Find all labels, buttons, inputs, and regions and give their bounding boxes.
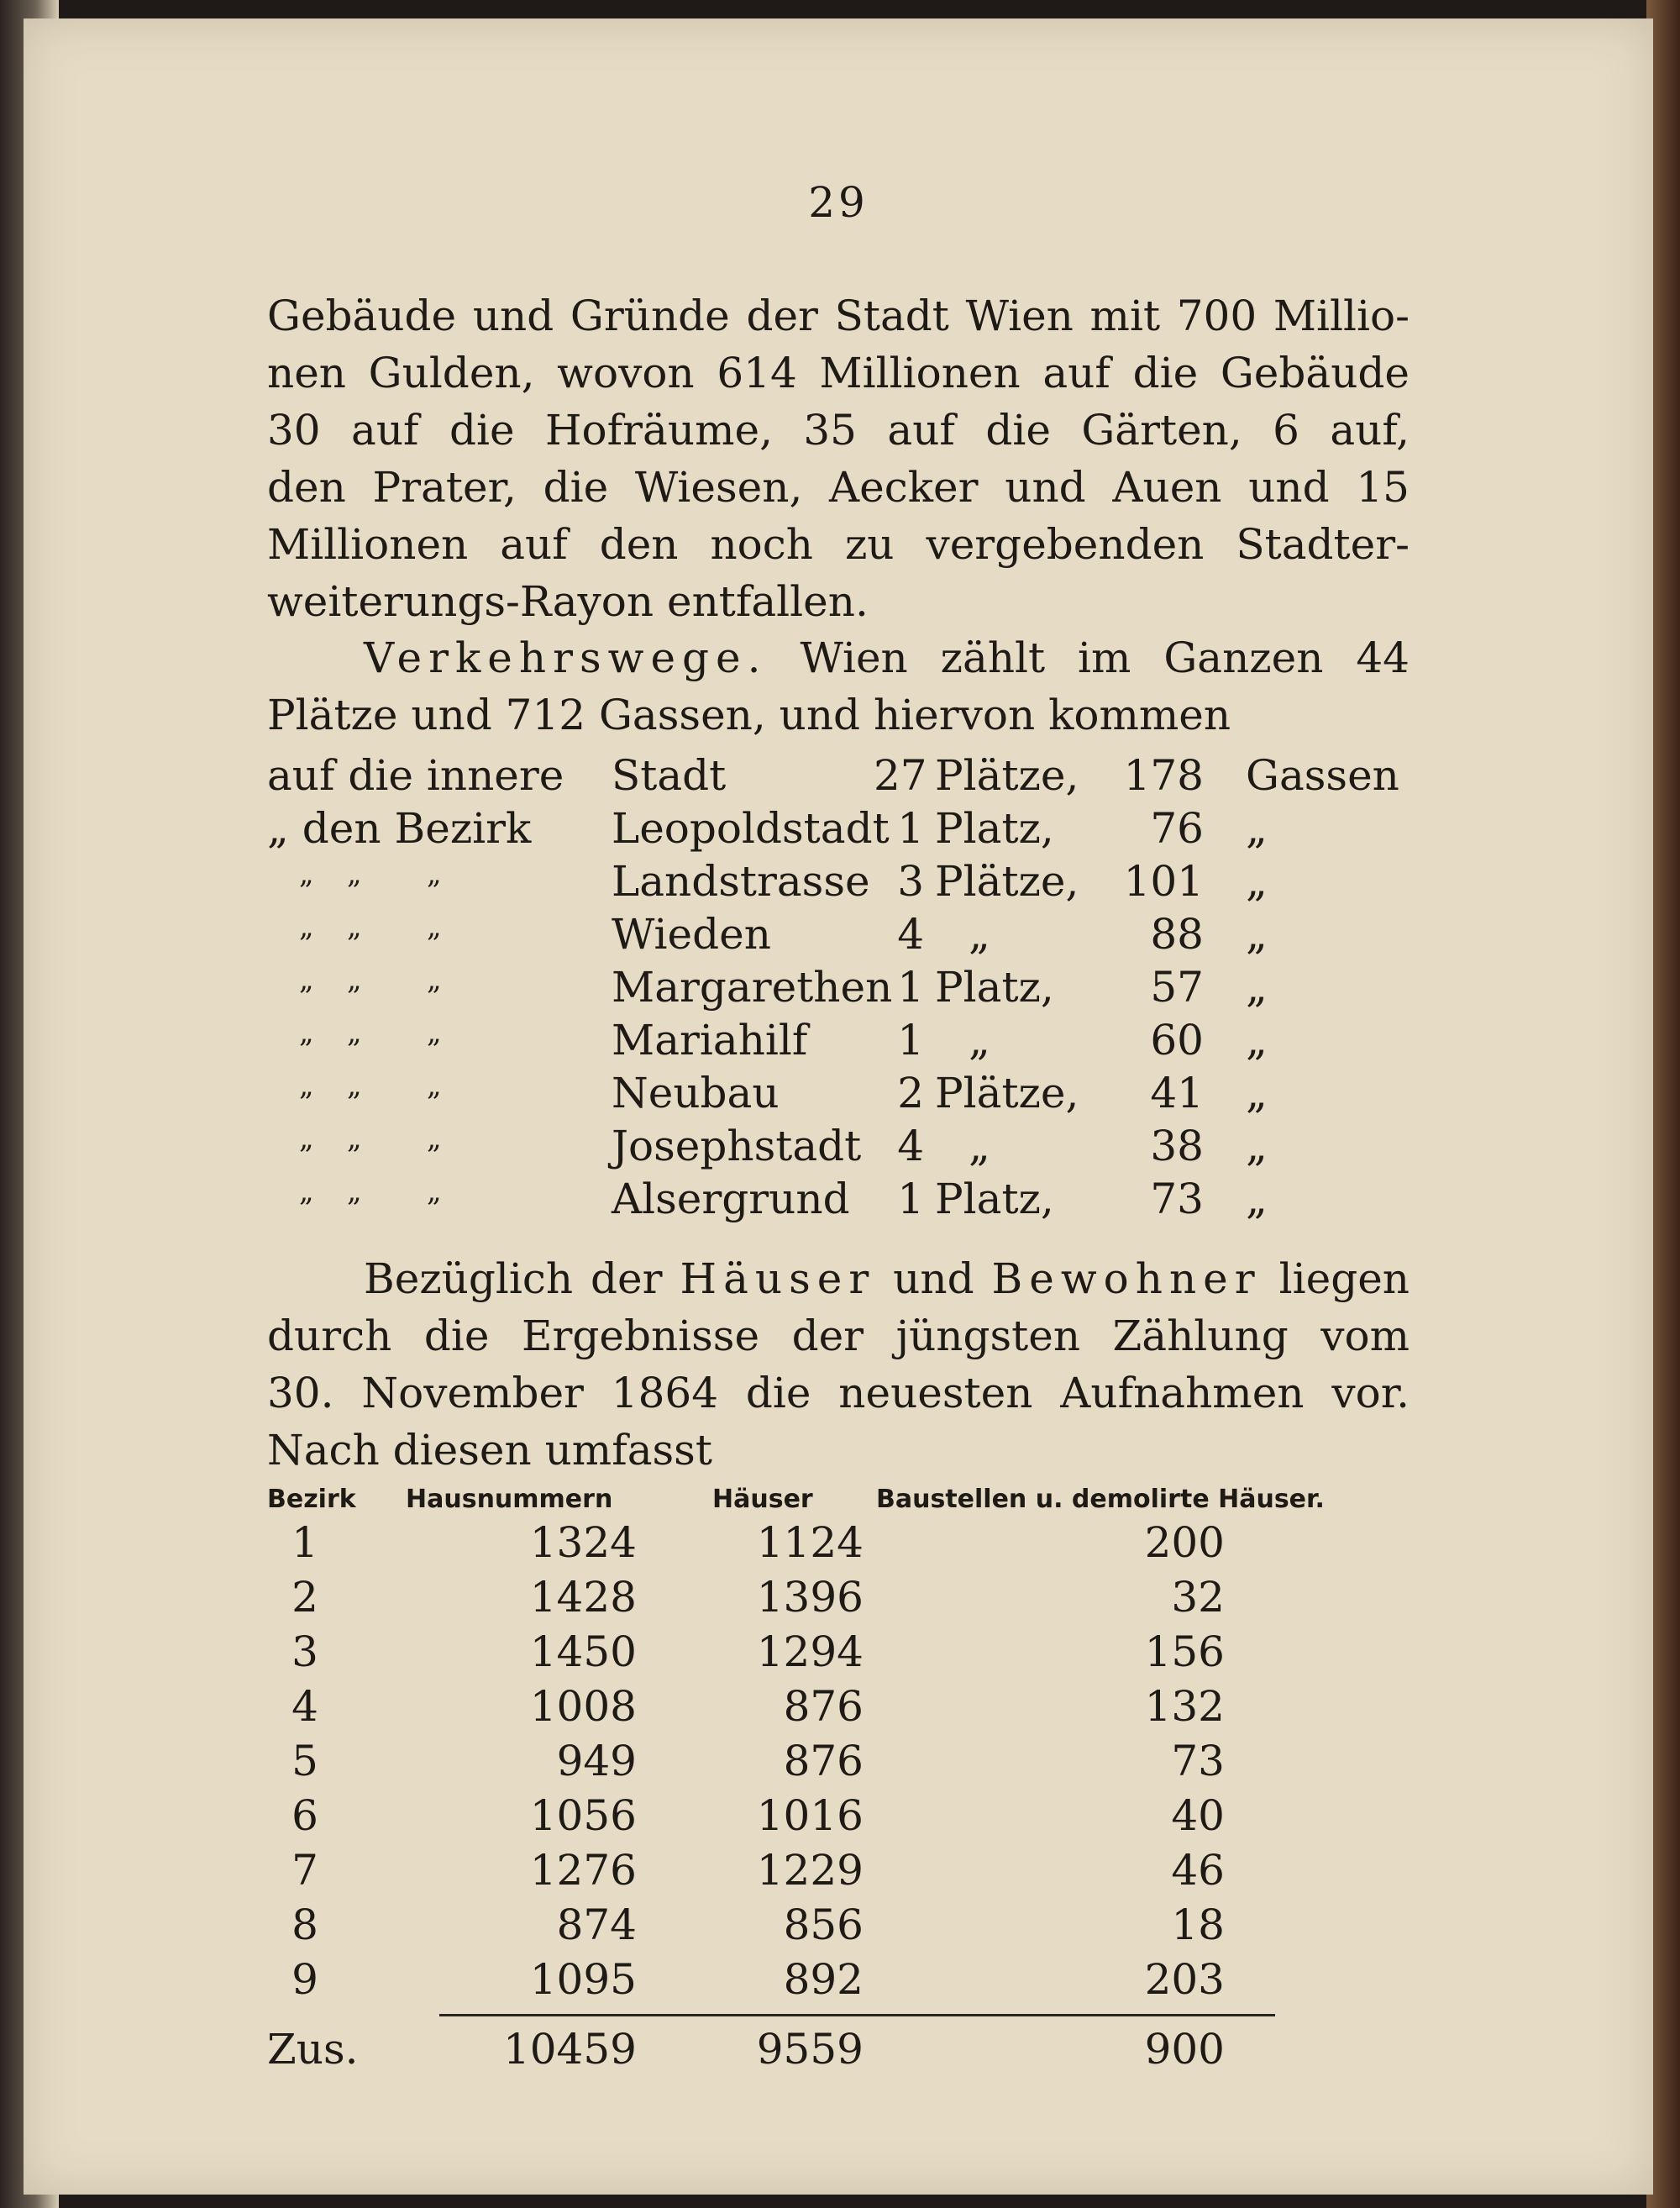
header-bezirk: Bezirk: [267, 1485, 356, 1514]
district-name: Mariahilf: [612, 1016, 808, 1065]
header-baustellen: Baustellen u. demolirte Häuser.: [876, 1485, 1325, 1514]
section-heading: Verkehrswege.: [364, 633, 768, 682]
table-row: [267, 804, 1435, 857]
ditto-mark: „: [427, 910, 442, 944]
total-baustellen: 900: [1144, 2025, 1225, 2074]
cell-baustellen: 18: [1171, 1900, 1225, 1949]
ditto-mark: „: [347, 1069, 362, 1102]
streets-count: 57: [1150, 963, 1204, 1012]
header-hausnummern: Hausnummern: [406, 1485, 613, 1514]
table-row: [267, 910, 1435, 963]
cell-hausnummern: 1450: [529, 1627, 637, 1676]
cell-baustellen: 46: [1171, 1846, 1225, 1895]
text-line: nen Gulden, wovon 614 Millionen auf die Gebäude: [267, 349, 1410, 397]
ditto-mark: „: [347, 1016, 362, 1049]
table-row: [267, 1175, 1435, 1228]
squares-label: Plätze,: [935, 751, 1079, 800]
total-label: Zus.: [267, 2025, 359, 2074]
text-line: Gebäude und Gründe der Stadt Wien mit 700 Millio-: [267, 292, 1410, 340]
text-line: Millionen auf den noch zu vergebenden Stadter-: [267, 520, 1410, 569]
district-name: Neubau: [612, 1069, 780, 1117]
page-number: 29: [808, 178, 869, 227]
text-line: Nach diesen umfasst: [267, 1426, 712, 1475]
cell-baustellen: 200: [1144, 1518, 1225, 1567]
paragraph-property-values: [267, 287, 1410, 630]
district-name: Josephstadt: [612, 1122, 862, 1170]
text-line: [267, 1250, 1410, 1307]
row-prefix: auf die innere: [267, 751, 564, 800]
ditto-mark: „: [299, 1069, 314, 1102]
ditto-mark: „: [427, 1016, 442, 1049]
ditto-mark: „: [347, 1122, 362, 1155]
text-line: 30. November 1864 die neuesten Aufnahmen vor.: [267, 1369, 1410, 1417]
cell-bezirk: 6: [291, 1791, 318, 1840]
streets-label: „: [1246, 1175, 1268, 1223]
houses-table: [267, 1518, 1435, 2010]
streets-count: 178: [1123, 751, 1204, 800]
cell-hausnummern: 1008: [529, 1682, 637, 1731]
cell-baustellen: 132: [1144, 1682, 1225, 1731]
cell-hausnummern: 1095: [529, 1955, 637, 2004]
district-name: Alsergrund: [612, 1175, 850, 1223]
table-row: [267, 1069, 1435, 1122]
streets-count: 76: [1150, 804, 1204, 853]
streets-table: [267, 751, 1435, 1228]
cell-hausnummern: 1428: [529, 1573, 637, 1622]
squares-count: 2: [897, 1069, 924, 1117]
streets-label: „: [1246, 963, 1268, 1012]
cell-bezirk: 8: [291, 1900, 318, 1949]
streets-label: „: [1246, 1069, 1268, 1117]
paragraph-traffic-routes: [267, 629, 1410, 744]
table-row: [267, 963, 1435, 1016]
cell-hausnummern: 1324: [529, 1518, 637, 1567]
table-row: [267, 1846, 1435, 1900]
squares-label: Plätze,: [935, 857, 1079, 906]
streets-label: „: [1246, 1122, 1268, 1170]
squares-count: 3: [897, 857, 924, 906]
squares-label: „: [969, 1122, 990, 1170]
district-name: Stadt: [612, 751, 727, 800]
streets-count: 101: [1123, 857, 1204, 906]
ditto-mark: „: [347, 963, 362, 996]
streets-count: 73: [1150, 1175, 1204, 1223]
squares-label: Platz,: [935, 1175, 1054, 1223]
total-hausnummern: 10459: [502, 2025, 637, 2074]
cell-hausnummern: 1056: [529, 1791, 637, 1840]
text-line: weiterungs-Rayon entfallen.: [267, 577, 869, 626]
ditto-mark: „: [299, 910, 314, 944]
cell-bezirk: 2: [291, 1573, 318, 1622]
cell-bezirk: 7: [291, 1846, 318, 1895]
cell-baustellen: 32: [1171, 1573, 1225, 1622]
cell-baustellen: 73: [1171, 1737, 1225, 1785]
district-name: Wieden: [612, 910, 771, 959]
table-row: [267, 1627, 1435, 1682]
squares-count: 1: [897, 963, 924, 1012]
district-name: Landstrasse: [612, 857, 870, 906]
cell-haeuser: 876: [783, 1682, 864, 1731]
cell-haeuser: 1294: [756, 1627, 864, 1676]
table-row: [267, 1573, 1435, 1627]
ditto-mark: „: [347, 857, 362, 891]
squares-count: 1: [897, 804, 924, 853]
ditto-mark: „: [427, 1175, 442, 1208]
squares-label: Plätze,: [935, 1069, 1079, 1117]
cell-hausnummern: 949: [556, 1737, 637, 1785]
ditto-mark: „: [299, 1016, 314, 1049]
district-name: Leopoldstadt: [612, 804, 890, 853]
cell-hausnummern: 874: [556, 1900, 637, 1949]
ditto-mark: „: [299, 963, 314, 996]
ditto-mark: „: [427, 857, 442, 891]
cell-haeuser: 1229: [756, 1846, 864, 1895]
streets-count: 88: [1150, 910, 1204, 959]
table-row: [267, 857, 1435, 910]
text-fragment: Wien zählt im Ganzen 44: [767, 633, 1410, 682]
squares-label: „: [969, 1016, 990, 1065]
text-line: durch die Ergebnisse der jüngsten Zählung vom: [267, 1312, 1410, 1360]
squares-label: Platz,: [935, 963, 1054, 1012]
paragraph-houses-inhabitants: [267, 1250, 1410, 1479]
table-row: [267, 1955, 1435, 2010]
streets-label: „: [1246, 804, 1268, 853]
ditto-mark: „: [427, 1069, 442, 1102]
cell-baustellen: 203: [1144, 1955, 1225, 2004]
cell-haeuser: 1016: [756, 1791, 864, 1840]
squares-count: 27: [874, 751, 927, 800]
streets-count: 41: [1150, 1069, 1204, 1117]
squares-label: Platz,: [935, 804, 1054, 853]
squares-count: 1: [897, 1175, 924, 1223]
text-fragment: liegen: [1261, 1254, 1410, 1303]
table-row: [267, 1737, 1435, 1791]
emphasis-houses: Häuser: [680, 1254, 876, 1303]
squares-count: 1: [897, 1016, 924, 1065]
table-row: [267, 1682, 1435, 1737]
cell-haeuser: 856: [783, 1900, 864, 1949]
text-line: 30 auf die Hofräume, 35 auf die Gärten, 6 auf,: [267, 406, 1410, 455]
table-total-row: [267, 2025, 1435, 2084]
streets-label: „: [1246, 857, 1268, 906]
streets-label: Gassen: [1246, 751, 1399, 800]
cell-bezirk: 4: [291, 1682, 318, 1731]
table-row: [267, 751, 1435, 804]
text-fragment: und: [875, 1254, 992, 1303]
text-fragment: Bezüglich der: [364, 1254, 680, 1303]
cell-baustellen: 40: [1171, 1791, 1225, 1840]
cell-haeuser: 1396: [756, 1573, 864, 1622]
table-row: [267, 1518, 1435, 1573]
squares-count: 4: [897, 1122, 924, 1170]
table-row: [267, 1791, 1435, 1846]
district-name: Margarethen: [612, 963, 893, 1012]
total-divider-line: [439, 2014, 1275, 2016]
streets-label: „: [1246, 1016, 1268, 1065]
squares-count: 4: [897, 910, 924, 959]
cell-haeuser: 1124: [756, 1518, 864, 1567]
table-row: [267, 1016, 1435, 1069]
ditto-mark: „: [299, 857, 314, 891]
cell-haeuser: 892: [783, 1955, 864, 2004]
header-haeuser: Häuser: [712, 1485, 813, 1514]
ditto-mark: „: [427, 1122, 442, 1155]
emphasis-inhabitants: Bewohner: [991, 1254, 1262, 1303]
ditto-mark: „: [347, 1175, 362, 1208]
ditto-mark: „: [299, 1175, 314, 1208]
cell-bezirk: 5: [291, 1737, 318, 1785]
cell-bezirk: 3: [291, 1627, 318, 1676]
table-row: [267, 1122, 1435, 1175]
houses-table-header: [267, 1485, 1435, 1518]
row-prefix: „ den Bezirk: [267, 804, 532, 853]
streets-count: 38: [1150, 1122, 1204, 1170]
text-line: [267, 629, 1410, 686]
cell-bezirk: 9: [291, 1955, 318, 2004]
text-line: Plätze und 712 Gassen, und hiervon kommen: [267, 691, 1231, 739]
streets-label: „: [1246, 910, 1268, 959]
cell-hausnummern: 1276: [529, 1846, 637, 1895]
streets-count: 60: [1150, 1016, 1204, 1065]
book-page: [24, 18, 1653, 2195]
total-haeuser: 9559: [756, 2025, 864, 2074]
cell-bezirk: 1: [291, 1518, 318, 1567]
table-row: [267, 1900, 1435, 1955]
ditto-mark: „: [347, 910, 362, 944]
ditto-mark: „: [299, 1122, 314, 1155]
squares-label: „: [969, 910, 990, 959]
ditto-mark: „: [427, 963, 442, 996]
cell-haeuser: 876: [783, 1737, 864, 1785]
text-line: den Prater, die Wiesen, Aecker und Auen und 15: [267, 463, 1410, 512]
cell-baustellen: 156: [1144, 1627, 1225, 1676]
